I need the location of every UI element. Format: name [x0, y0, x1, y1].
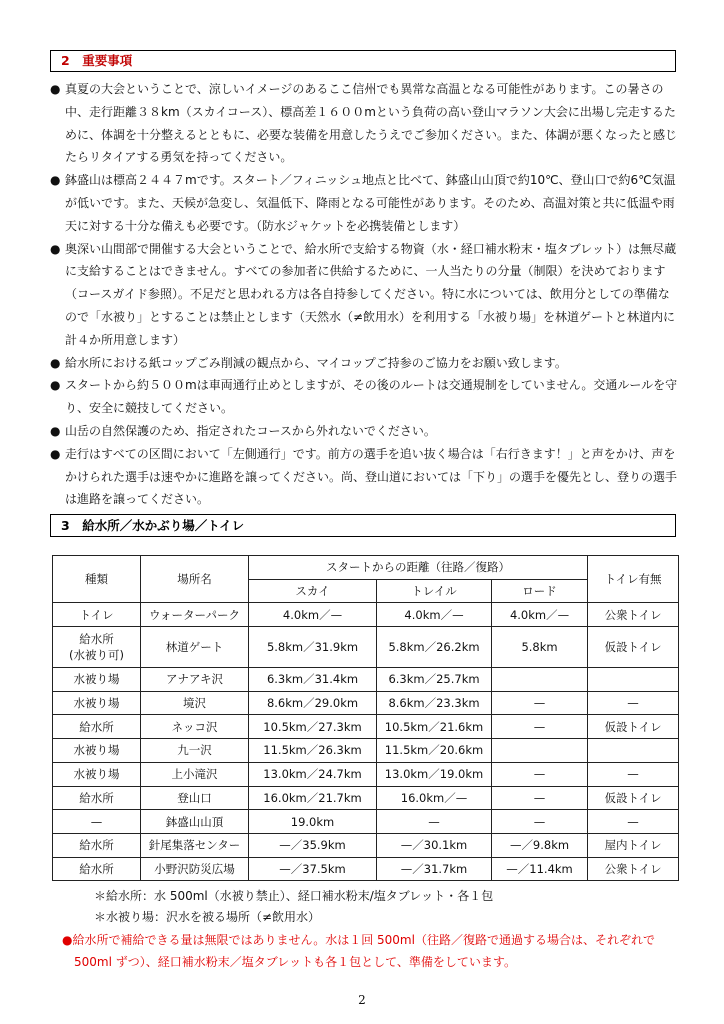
- table-cell: 林道ゲート: [141, 627, 249, 668]
- table-row: [53, 691, 679, 715]
- aid-station-table: [52, 555, 679, 881]
- table-cell: 水被り場: [53, 691, 141, 715]
- table-cell: 5.8km／31.9km: [249, 627, 377, 668]
- header-type: 種類: [53, 556, 141, 603]
- table-cell: 鉢盛山山頂: [141, 810, 249, 834]
- list-item: ● 給水所における紙コップごみ削減の観点から、マイコップご持参のご協力をお願い致します。: [50, 352, 680, 375]
- table-cell: 13.0km／24.7km: [249, 762, 377, 786]
- table-row: [53, 810, 679, 834]
- page-number: 2: [358, 993, 366, 1007]
- table-cell: 公衆トイレ: [588, 857, 679, 881]
- table-cell: 16.0km／—: [377, 786, 492, 810]
- table-cell: 4.0km／—: [377, 603, 492, 627]
- table-cell: 5.8km: [492, 627, 588, 668]
- table-cell: —: [492, 810, 588, 834]
- table-cell: —／37.5km: [249, 857, 377, 881]
- table-cell: —: [588, 810, 679, 834]
- note-water-splash: ＊水被り場：沢水を被る場所（≠飲用水）: [94, 910, 321, 924]
- table-body: [53, 603, 679, 881]
- table-cell: [588, 668, 679, 692]
- table-cell: 19.0km: [249, 810, 377, 834]
- table-row: [53, 627, 679, 668]
- section-3-title: 3 給水所／水かぶり場／トイレ: [61, 518, 245, 533]
- table-cell: —: [588, 762, 679, 786]
- bullet-dot: ●: [62, 933, 73, 947]
- table-cell: 九一沢: [141, 739, 249, 763]
- table-cell: 公衆トイレ: [588, 603, 679, 627]
- table-cell: 上小滝沢: [141, 762, 249, 786]
- table-cell: 仮設トイレ: [588, 786, 679, 810]
- table-row: [53, 833, 679, 857]
- table-cell: —: [53, 810, 141, 834]
- supply-warning: [62, 929, 694, 973]
- supply-warning-text: 給水所で補給できる量は無限ではありません。水は１回 500ml（往路／復路で通過する場合は、それぞれで 500ml ずつ）、経口補水粉末／塩タブレットも各１包として、準備をしています。: [72, 933, 655, 969]
- table-cell: 8.6km／29.0km: [249, 691, 377, 715]
- table-cell: 境沢: [141, 691, 249, 715]
- table-cell: —: [377, 810, 492, 834]
- list-item: ● 奥深い山間部で開催する大会ということで、給水所で支給する物資（水・経口補水粉末・塩タブレット）は無尽蔵に支給することはできません。すべての参加者に供給するために、一人当たりの分量（制限）を決めております（コースガイド参照）。不足だと思われる方は各自持参してください。特に水については、飲用分としての準備なので「水被り」とすることは禁止とします（天然水（≠飲用水）を利用する「水被り場」を林道ゲートと林道内に計４か所用意します）: [50, 238, 680, 352]
- note-water-station: ＊給水所：水 500ml（水被り禁止）、経口補水粉末/塩タブレット・各１包: [94, 889, 494, 903]
- table-row: [53, 739, 679, 763]
- table-cell: —: [492, 786, 588, 810]
- table-cell: 針尾集落センター: [141, 833, 249, 857]
- section-2-title: 2 重要事項: [61, 53, 133, 68]
- table-cell: 登山口: [141, 786, 249, 810]
- table-cell: —／35.9km: [249, 833, 377, 857]
- table-cell: [492, 668, 588, 692]
- table-cell: 4.0km／—: [492, 603, 588, 627]
- table-cell: —: [492, 762, 588, 786]
- table-cell: アナアキ沢: [141, 668, 249, 692]
- table-cell: 水被り場: [53, 668, 141, 692]
- section-2-heading: [50, 50, 676, 72]
- table-cell: —: [492, 691, 588, 715]
- list-item: ● 走行はすべての区間において「左側通行」です。前方の選手を追い抜く場合は「右行きます！」と声をかけ、声をかけられた選手は速やかに進路を譲ってください。尚、登山道においては「下り」の選手を優先とし、登りの選手は進路を譲ってください。: [50, 443, 680, 511]
- table-cell: ウォーターパーク: [141, 603, 249, 627]
- table-cell: 10.5km／27.3km: [249, 715, 377, 739]
- table-cell: [588, 739, 679, 763]
- table-cell: —／9.8km: [492, 833, 588, 857]
- header-sky: スカイ: [249, 579, 377, 603]
- table-cell: 小野沢防災広場: [141, 857, 249, 881]
- table-cell: 給水所: [53, 833, 141, 857]
- table-cell: 8.6km／23.3km: [377, 691, 492, 715]
- section-3-heading: [50, 514, 676, 537]
- table-cell: ネッコ沢: [141, 715, 249, 739]
- list-item: ● スタートから約５００mは車両通行止めとしますが、その後のルートは交通規制をしていません。交通ルールを守り、安全に競技してください。: [50, 374, 680, 420]
- table-cell: 6.3km／25.7km: [377, 668, 492, 692]
- table-row: [53, 857, 679, 881]
- table-cell: 4.0km／—: [249, 603, 377, 627]
- table-cell: 給水所: [53, 715, 141, 739]
- table-cell: 6.3km／31.4km: [249, 668, 377, 692]
- important-notes-list: [50, 78, 680, 511]
- table-cell: —／11.4km: [492, 857, 588, 881]
- table-cell: 仮設トイレ: [588, 715, 679, 739]
- table-notes: [94, 886, 493, 928]
- header-toilet: トイレ有無: [588, 556, 679, 603]
- table-cell: 水被り場: [53, 762, 141, 786]
- table-cell: トイレ: [53, 603, 141, 627]
- table-row: [53, 603, 679, 627]
- table-cell: 仮設トイレ: [588, 627, 679, 668]
- table-cell: —／31.7km: [377, 857, 492, 881]
- table-cell: [492, 739, 588, 763]
- table-cell: 10.5km／21.6km: [377, 715, 492, 739]
- table-cell: 11.5km／20.6km: [377, 739, 492, 763]
- table-cell: 給水所: [53, 857, 141, 881]
- table-row: [53, 786, 679, 810]
- table-cell: 5.8km／26.2km: [377, 627, 492, 668]
- header-road: ロード: [492, 579, 588, 603]
- table-row: [53, 668, 679, 692]
- table-cell: 13.0km／19.0km: [377, 762, 492, 786]
- table-cell: 屋内トイレ: [588, 833, 679, 857]
- table-row: [53, 762, 679, 786]
- list-item: ● 山岳の自然保護のため、指定されたコースから外れないでください。: [50, 420, 680, 443]
- table-cell: 16.0km／21.7km: [249, 786, 377, 810]
- table-cell: 11.5km／26.3km: [249, 739, 377, 763]
- table-cell: 給水所 (水被り可): [53, 627, 141, 668]
- table-cell: 水被り場: [53, 739, 141, 763]
- list-item: ● 真夏の大会ということで、涼しいイメージのあるここ信州でも異常な高温となる可能性があります。この暑さの中、走行距離３８km（スカイコース）、標高差１６００mという負荷の高い登山マラソン大会に出場し完走するために、体調を十分整えるとともに、必要な装備を用意したうえでご参加ください。また、体調が悪くなったと感じたらリタイアする勇気を持ってください。: [50, 78, 680, 169]
- header-place: 場所名: [141, 556, 249, 603]
- table-cell: —: [492, 715, 588, 739]
- header-trail: トレイル: [377, 579, 492, 603]
- list-item: ● 鉢盛山は標高２４４７mです。スタート／フィニッシュ地点と比べて、鉢盛山山頂で約10℃、登山口で約6℃気温が低いです。また、天候が急変し、気温低下、降雨となる可能性があります。そのため、高温対策と共に低温や雨天に対する十分な備えも必要です。（防水ジャケットを必携装備とします）: [50, 169, 680, 237]
- table-cell: —: [588, 691, 679, 715]
- table-cell: —／30.1km: [377, 833, 492, 857]
- table-cell: 給水所: [53, 786, 141, 810]
- table-row: [53, 715, 679, 739]
- header-distance: スタートからの距離（往路／復路）: [249, 556, 588, 580]
